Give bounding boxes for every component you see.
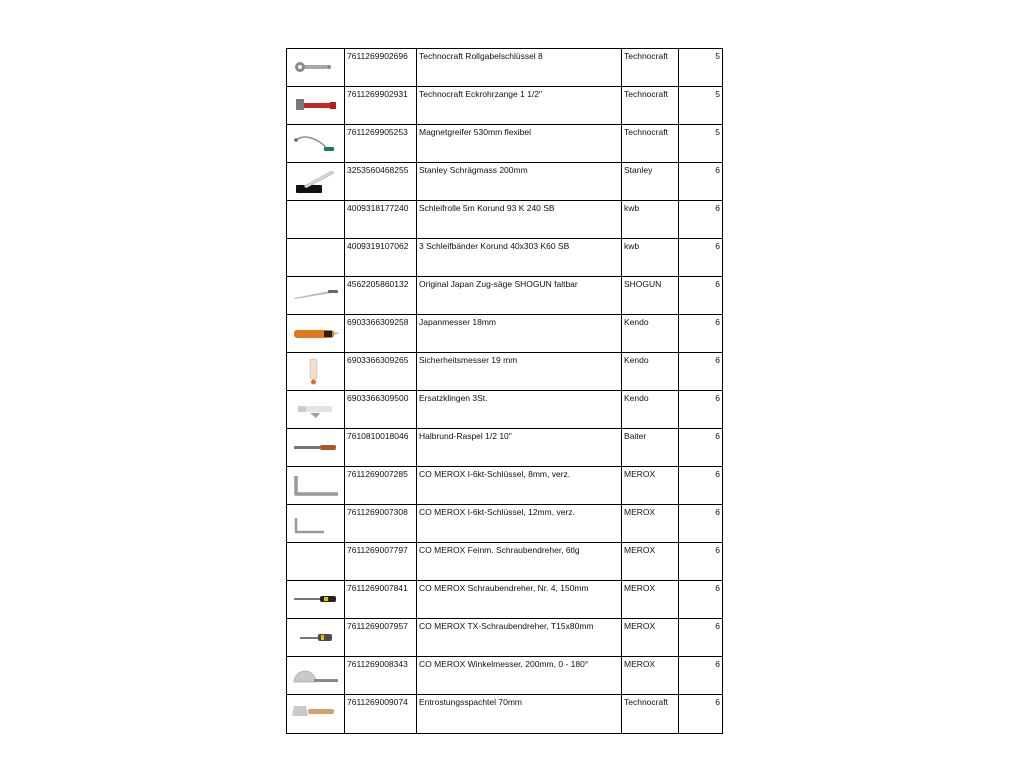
description-cell: 3 Schleifbänder Korund 40x303 K60 SB <box>417 239 622 277</box>
table-row <box>287 467 723 505</box>
brand-cell: Kendo <box>622 353 679 391</box>
quantity-cell: 6 <box>679 201 723 239</box>
description-cell: Technocraft Rollgabelschlüssel 8 <box>417 49 622 87</box>
ean-cell: 7611269007957 <box>345 619 417 657</box>
table-row <box>287 125 723 163</box>
pipe-wrench-icon <box>290 90 342 120</box>
quantity-cell: 6 <box>679 467 723 505</box>
description-cell: Sicherheitsmesser 19 mm <box>417 353 622 391</box>
ean-cell: 6903366309500 <box>345 391 417 429</box>
description-cell: CO MEROX I-6kt-Schlüssel, 12mm, verz. <box>417 505 622 543</box>
product-image-cell <box>287 543 345 581</box>
description-cell: CO MEROX Feinm. Schraubendreher, 6tlg <box>417 543 622 581</box>
table-row <box>287 657 723 695</box>
description-cell: Magnetgreifer 530mm flexibel <box>417 125 622 163</box>
ean-cell: 3253560468255 <box>345 163 417 201</box>
ean-cell: 7611269008343 <box>345 657 417 695</box>
ean-cell: 7611269905253 <box>345 125 417 163</box>
product-image-cell <box>287 87 345 125</box>
ean-cell: 6903366309265 <box>345 353 417 391</box>
description-cell: Ersatzklingen 3St. <box>417 391 622 429</box>
quantity-cell: 6 <box>679 239 723 277</box>
rasp-icon <box>290 432 342 462</box>
table-row <box>287 87 723 125</box>
description-cell: CO MEROX Schraubendreher, Nr. 4, 150mm <box>417 581 622 619</box>
product-image-cell <box>287 277 345 315</box>
table-row <box>287 505 723 543</box>
table-row <box>287 201 723 239</box>
brand-cell: Kendo <box>622 315 679 353</box>
quantity-cell: 6 <box>679 315 723 353</box>
quantity-cell: 6 <box>679 391 723 429</box>
description-cell: CO MEROX Winkelmesser, 200mm, 0 - 180° <box>417 657 622 695</box>
quantity-cell: 5 <box>679 87 723 125</box>
inventory-rows <box>287 49 723 734</box>
quantity-cell: 6 <box>679 277 723 315</box>
quantity-cell: 6 <box>679 353 723 391</box>
brand-cell: kwb <box>622 239 679 277</box>
safety-knife-icon <box>290 356 342 386</box>
product-image-cell <box>287 315 345 353</box>
brand-cell: Technocraft <box>622 695 679 734</box>
ean-cell: 7611269007797 <box>345 543 417 581</box>
quantity-cell: 6 <box>679 163 723 201</box>
table-row <box>287 163 723 201</box>
hex-key-small-icon <box>290 508 342 538</box>
table-row <box>287 429 723 467</box>
quantity-cell: 6 <box>679 581 723 619</box>
brand-cell: kwb <box>622 201 679 239</box>
product-image-cell <box>287 505 345 543</box>
table-row <box>287 543 723 581</box>
description-cell: CO MEROX TX-Schraubendreher, T15x80mm <box>417 619 622 657</box>
brand-cell: Technocraft <box>622 49 679 87</box>
ean-cell: 4009319107062 <box>345 239 417 277</box>
quantity-cell: 6 <box>679 657 723 695</box>
brand-cell: Kendo <box>622 391 679 429</box>
table-row <box>287 581 723 619</box>
brand-cell: Baiter <box>622 429 679 467</box>
spare-blades-icon <box>290 394 342 424</box>
product-image-cell <box>287 391 345 429</box>
quantity-cell: 6 <box>679 619 723 657</box>
ean-cell: 7611269007308 <box>345 505 417 543</box>
product-image-cell <box>287 353 345 391</box>
table-row <box>287 277 723 315</box>
table-row <box>287 239 723 277</box>
product-image-cell <box>287 429 345 467</box>
description-cell: CO MEROX I-6kt-Schlüssel, 8mm, verz. <box>417 467 622 505</box>
pull-saw-icon <box>290 280 342 310</box>
table-row <box>287 315 723 353</box>
brand-cell: Technocraft <box>622 87 679 125</box>
description-cell: Schleifrolle 5m Korund 93 K 240 SB <box>417 201 622 239</box>
brand-cell: MEROX <box>622 657 679 695</box>
quantity-cell: 5 <box>679 125 723 163</box>
product-image-cell <box>287 695 345 734</box>
description-cell: Japanmesser 18mm <box>417 315 622 353</box>
table-row <box>287 353 723 391</box>
description-cell: Stanley Schrägmass 200mm <box>417 163 622 201</box>
scraper-icon <box>290 698 342 728</box>
adjustable-wrench-icon <box>290 52 342 82</box>
quantity-cell: 6 <box>679 429 723 467</box>
quantity-cell: 5 <box>679 49 723 87</box>
ean-cell: 6903366309258 <box>345 315 417 353</box>
ean-cell: 7611269902696 <box>345 49 417 87</box>
product-image-cell <box>287 125 345 163</box>
brand-cell: MEROX <box>622 505 679 543</box>
description-cell: Halbrund-Raspel 1/2 10" <box>417 429 622 467</box>
bevel-gauge-icon <box>290 166 342 196</box>
ean-cell: 7611269009074 <box>345 695 417 734</box>
table-row <box>287 391 723 429</box>
ean-cell: 7611269902931 <box>345 87 417 125</box>
quantity-cell: 6 <box>679 543 723 581</box>
ean-cell: 4562205860132 <box>345 277 417 315</box>
product-image-cell <box>287 619 345 657</box>
magnetic-pickup-icon <box>290 128 342 158</box>
brand-cell: MEROX <box>622 619 679 657</box>
brand-cell: Technocraft <box>622 125 679 163</box>
product-image-cell <box>287 581 345 619</box>
product-image-cell <box>287 657 345 695</box>
quantity-cell: 6 <box>679 695 723 734</box>
protractor-icon <box>290 660 342 690</box>
brand-cell: Stanley <box>622 163 679 201</box>
product-image-cell <box>287 239 345 277</box>
description-cell: Entrostungsspachtel 70mm <box>417 695 622 734</box>
table-row <box>287 49 723 87</box>
brand-cell: MEROX <box>622 543 679 581</box>
product-image-cell <box>287 49 345 87</box>
description-cell: Technocraft Eckrohrzange 1 1/2" <box>417 87 622 125</box>
table-row <box>287 695 723 734</box>
product-image-cell <box>287 163 345 201</box>
table-row <box>287 619 723 657</box>
brand-cell: SHOGUN <box>622 277 679 315</box>
brand-cell: MEROX <box>622 467 679 505</box>
quantity-cell: 6 <box>679 505 723 543</box>
brand-cell: MEROX <box>622 581 679 619</box>
ean-cell: 4009318177240 <box>345 201 417 239</box>
torx-screwdriver-icon <box>290 622 342 652</box>
utility-knife-icon <box>290 318 342 348</box>
hex-key-large-icon <box>290 470 342 500</box>
product-image-cell <box>287 201 345 239</box>
ean-cell: 7610810018046 <box>345 429 417 467</box>
screwdriver-icon <box>290 584 342 614</box>
ean-cell: 7611269007285 <box>345 467 417 505</box>
description-cell: Original Japan Zug-säge SHOGUN faltbar <box>417 277 622 315</box>
product-image-cell <box>287 467 345 505</box>
inventory-table <box>286 48 723 734</box>
ean-cell: 7611269007841 <box>345 581 417 619</box>
